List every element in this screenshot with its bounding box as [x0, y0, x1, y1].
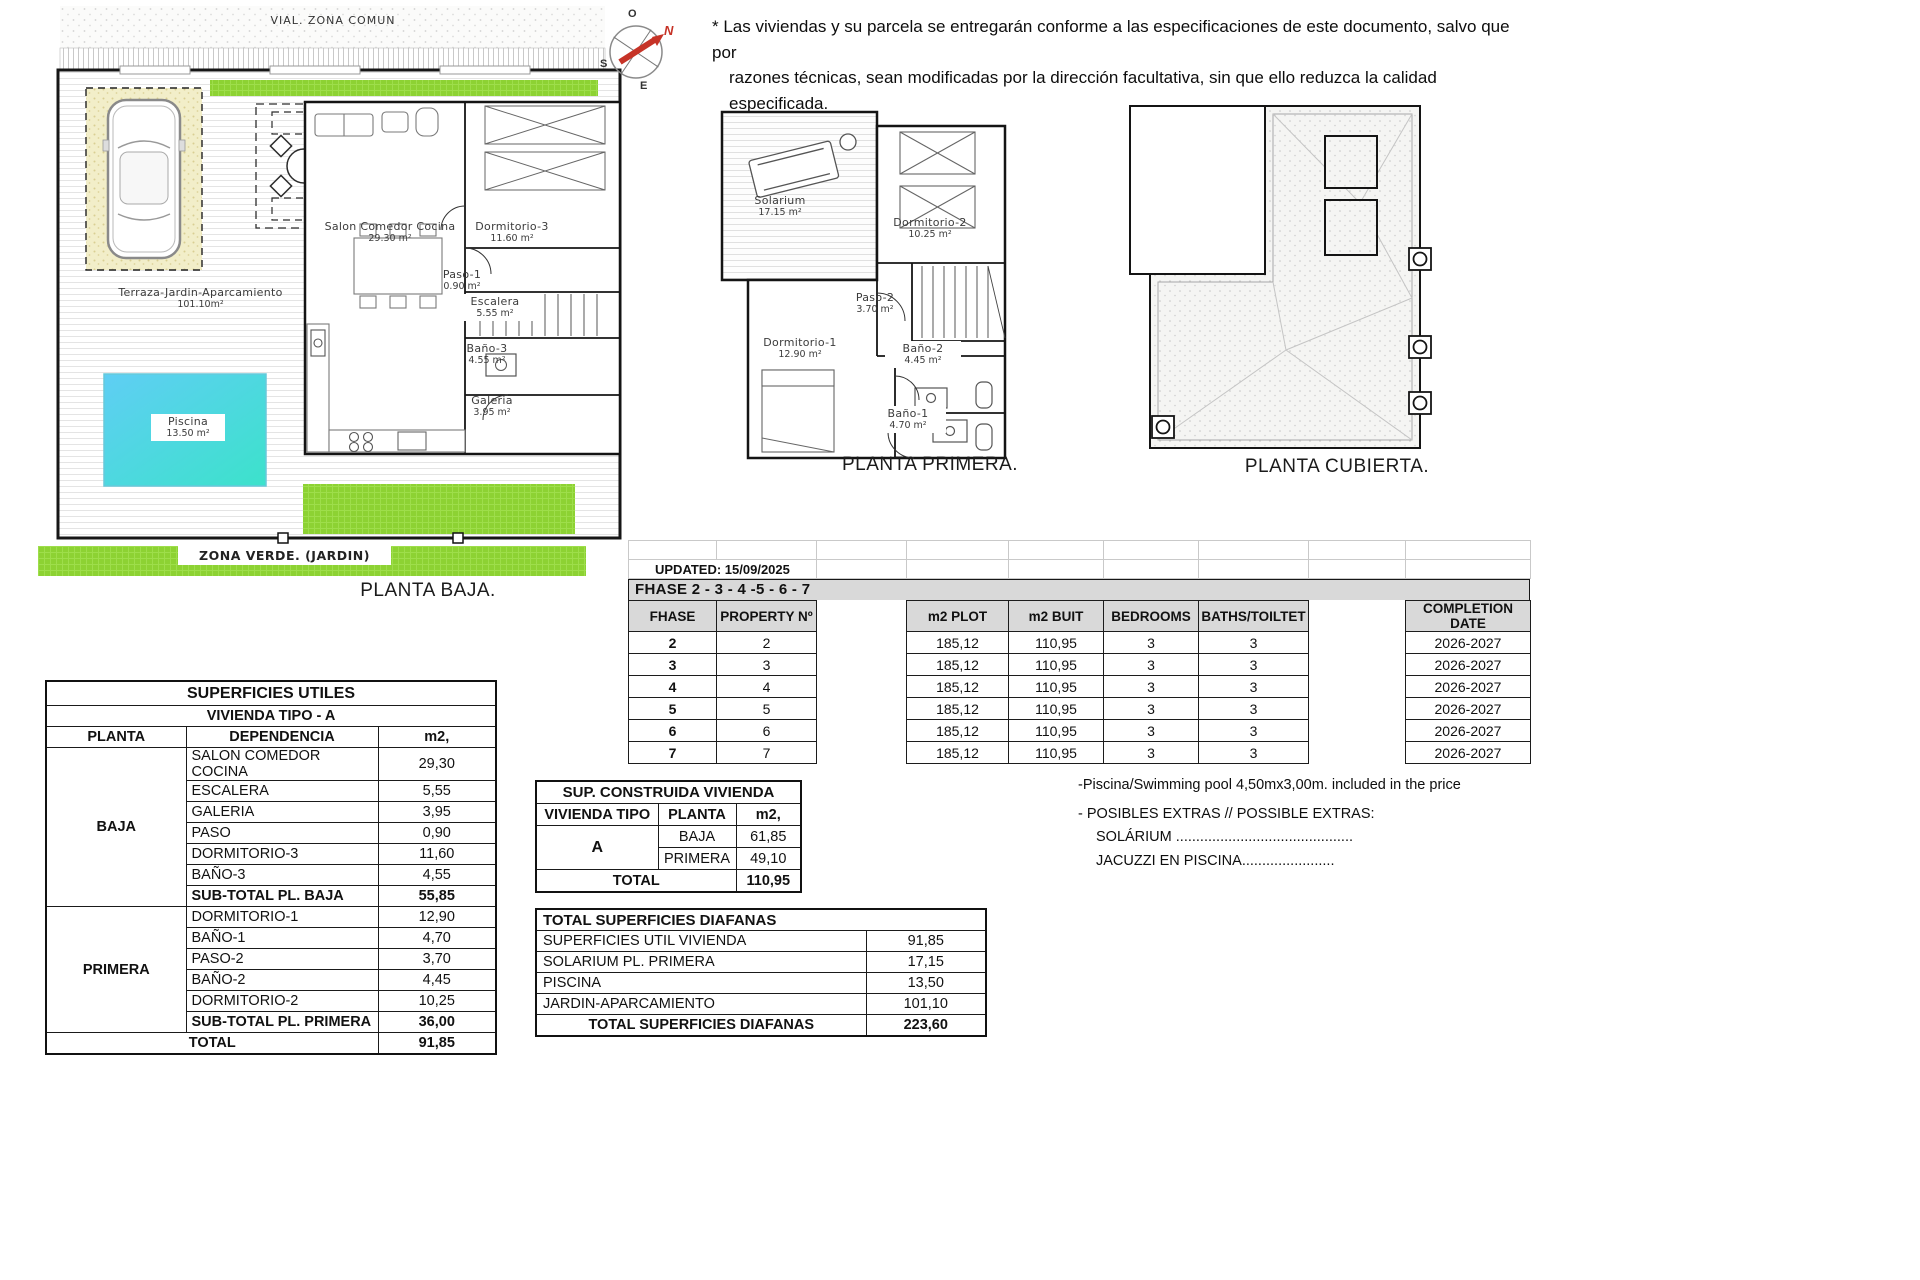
green-block: [303, 484, 575, 534]
disclaimer-line2: razones técnicas, sean modificadas por la dirección facultativa, sin que ello reduzca la calidad especificada.: [729, 68, 1437, 113]
sc-tipo: A: [536, 826, 658, 870]
pool-shape: [104, 374, 266, 486]
superficies-utiles-table: [45, 680, 497, 1055]
table-row: JARDIN-APARCAMIENTO 101,10: [536, 994, 986, 1015]
room-label-dormitorio2: Dormitorio-2 10.25 m²: [893, 216, 967, 241]
table-row: BAÑO-2 4,45: [46, 970, 496, 991]
house-walls: [305, 102, 620, 454]
dia-total-row: TOTAL SUPERFICIES DIAFANAS 223,60: [536, 1015, 986, 1037]
room-label-bano2: Baño-2 4.45 m²: [885, 341, 961, 368]
planta-baja-drawing: [38, 6, 642, 616]
su-primera-label: PRIMERA: [46, 907, 186, 1033]
phase-row: 2 2 185,12 110,95 3 3 2026-2027: [629, 632, 1531, 654]
pool-included-note: -Piscina/Swimming pool 4,50mx3,00m. included in the price: [1078, 777, 1461, 793]
compass-e-label: E: [640, 80, 648, 92]
col-header: m2 BUIT: [1009, 601, 1104, 632]
col-header: m2 PLOT: [907, 601, 1009, 632]
extra-solarium: SOLÁRIUM ............................................: [1096, 829, 1354, 846]
planta-primera-drawing: [700, 98, 1040, 493]
table-row: BAÑO-1 4,70: [46, 928, 496, 949]
table-row: DORMITORIO-3 11,60: [46, 844, 496, 865]
col-header: BEDROOMS: [1104, 601, 1199, 632]
su-title: SUPERFICIES UTILES: [46, 681, 496, 706]
room-label-dormitorio1: Dormitorio-1 12.90 m²: [763, 336, 837, 361]
table-row: SUPERFICIES UTIL VIVIENDA 91,85: [536, 931, 986, 952]
phase-row: 7 7 185,12 110,95 3 3 2026-2027: [629, 742, 1531, 764]
terraza-label: Terraza-Jardin-Aparcamiento 101.10m²: [118, 286, 283, 311]
piscina-label: Piscina 13.50 m²: [151, 414, 225, 441]
room-label-dormitorio3: Dormitorio-3 11.60 m²: [475, 220, 549, 245]
dia-title: TOTAL SUPERFICIES DIAFANAS: [536, 909, 986, 931]
vial-zona-comun-label: VIAL. ZONA COMUN: [270, 14, 396, 27]
disclaimer-line1: * Las viviendas y su parcela se entregarán conforme a las especificaciones de este documento, salvo que por: [712, 17, 1510, 62]
phase-pre-grid: [628, 540, 1531, 579]
table-row: PASO 0,90: [46, 823, 496, 844]
planta-cubierta-plan: [1128, 98, 1433, 493]
table-row: BAJA SALON COMEDOR COCINA 29,30: [46, 748, 496, 781]
table-row: ESCALERA 5,55: [46, 781, 496, 802]
planta-baja-plan: [38, 6, 642, 616]
table-row: PASO-2 3,70: [46, 949, 496, 970]
su-baja-label: BAJA: [46, 748, 186, 907]
phase-row: 6 6 185,12 110,95 3 3 2026-2027: [629, 720, 1531, 742]
vial-band: [60, 6, 605, 48]
compass-o-label: O: [628, 8, 637, 20]
table-row: DORMITORIO-2 10,25: [46, 991, 496, 1012]
room-label-paso1: Paso-1 0.90 m²: [442, 268, 482, 293]
su-subtitle: VIVIENDA TIPO - A: [46, 706, 496, 727]
phase-row: 4 4 185,12 110,95 3 3 2026-2027: [629, 676, 1531, 698]
table-row: SOLARIUM PL. PRIMERA 17,15: [536, 952, 986, 973]
table-row: PISCINA 13,50: [536, 973, 986, 994]
planta-primera-plan: [700, 98, 1040, 493]
room-label-bano1: Baño-1 4.70 m²: [870, 406, 946, 433]
car-icon: [103, 100, 185, 258]
col-header: COMPLETION DATE: [1406, 601, 1531, 632]
table-row: PRIMERA DORMITORIO-1 12,90: [46, 907, 496, 928]
su-header-row: PLANTA DEPENDENCIA m2,: [46, 727, 496, 748]
phase-table: [628, 600, 1531, 764]
phase-table-block: [628, 540, 1530, 764]
table-row: PRIMERA 49,10: [536, 848, 801, 870]
sc-header-row: VIVIENDA TIPO PLANTA m2,: [536, 804, 801, 826]
possible-extras-heading: - POSIBLES EXTRAS // POSSIBLE EXTRAS:: [1078, 805, 1375, 822]
compass-n-label: N: [664, 23, 674, 38]
green-strip-top: [210, 80, 598, 96]
extras-note: [1078, 776, 1518, 871]
col-header: BATHS/TOILTET: [1199, 601, 1309, 632]
col-header: PROPERTY Nº: [717, 601, 817, 632]
table-row: A BAJA 61,85: [536, 826, 801, 848]
table-row: BAÑO-3 4,55: [46, 865, 496, 886]
planta-cubierta-drawing: [1128, 98, 1433, 493]
room-label-escalera: Escalera 5.55 m²: [457, 294, 533, 321]
compass-s-label: S: [600, 58, 608, 70]
su-subtotal-baja: SUB-TOTAL PL. BAJA 55,85: [46, 886, 496, 907]
sc-title: SUP. CONSTRUIDA VIVIENDA: [536, 781, 801, 804]
table-row: GALERIA 3,95: [46, 802, 496, 823]
room-label-bano3: Baño-3 4.55 m²: [466, 342, 508, 367]
phase-band-title: FHASE 2 - 3 - 4 -5 - 6 - 7: [628, 579, 1530, 600]
room-label-salon: Salon Comedor Cocina 29.30 m²: [324, 220, 456, 245]
sc-total-row: TOTAL 110,95: [536, 870, 801, 893]
su-subtotal-primera: SUB-TOTAL PL. PRIMERA 36,00: [46, 1012, 496, 1033]
su-total-row: TOTAL 91,85: [46, 1033, 496, 1055]
sup-construida-table: [535, 780, 802, 893]
zona-verde-label: ZONA VERDE. (JARDIN): [178, 546, 391, 565]
room-label-paso2: Paso-2 3.70 m²: [855, 291, 895, 316]
planta-cubierta-title: PLANTA CUBIERTA.: [1244, 456, 1430, 477]
updated-date: UPDATED: 15/09/2025: [629, 560, 817, 579]
planta-baja-title: PLANTA BAJA.: [360, 580, 496, 601]
col-header: FHASE: [629, 601, 717, 632]
phase-row: 3 3 185,12 110,95 3 3 2026-2027: [629, 654, 1531, 676]
cubierta-void: [1130, 106, 1265, 274]
phase-row: 5 5 185,12 110,95 3 3 2026-2027: [629, 698, 1531, 720]
extra-jacuzzi: JACUZZI EN PISCINA.......................: [1096, 852, 1335, 869]
planta-primera-title: PLANTA PRIMERA.: [841, 454, 1019, 475]
room-label-solarium: Solarium 17.15 m²: [754, 194, 806, 219]
phase-header-row: [629, 601, 1531, 632]
room-label-galeria: Galeria 3.95 m²: [471, 394, 513, 419]
superficies-diafanas-table: [535, 908, 987, 1037]
north-arrow-icon: [598, 6, 678, 96]
